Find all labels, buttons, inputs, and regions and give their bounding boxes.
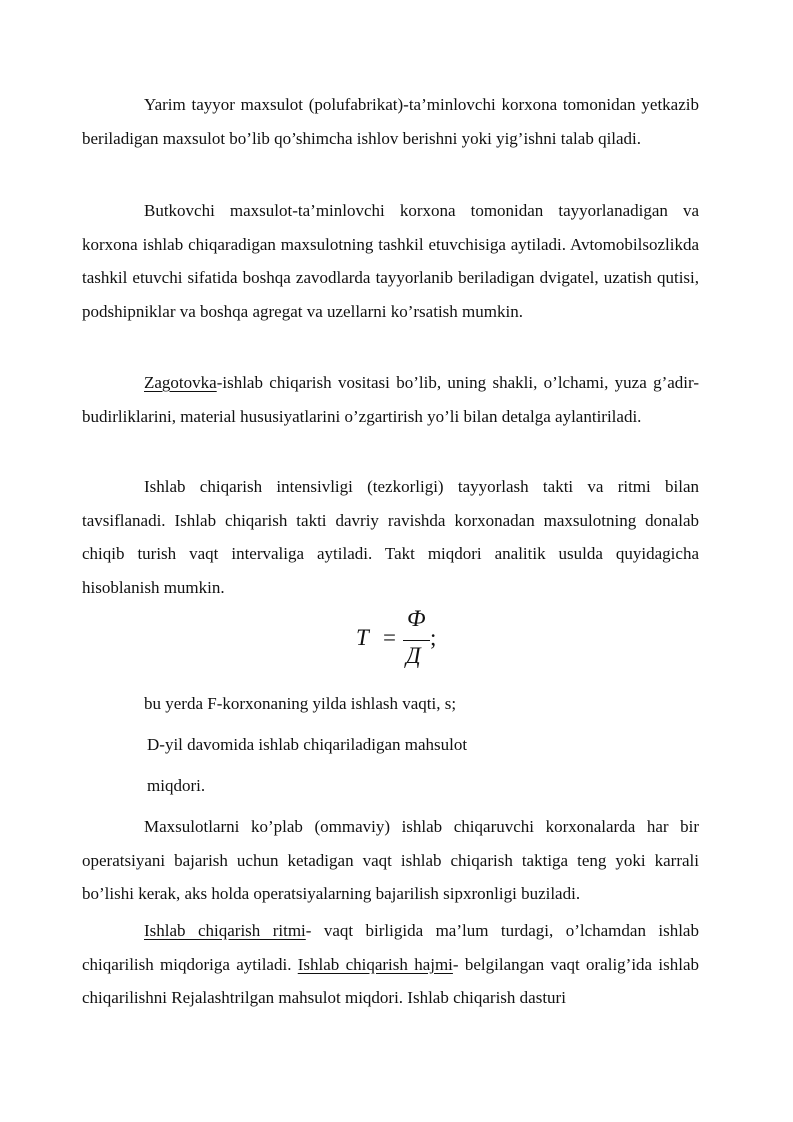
formula-lhs: T <box>356 625 369 650</box>
formula-semicolon: ; <box>430 625 437 650</box>
formula-note-d: D-yil davomida ishlab chiqariladigan mahsulot <box>147 735 468 754</box>
formula-note-d-cont: miqdori. <box>147 776 206 795</box>
takt-formula <box>350 606 460 672</box>
paragraph-production-takt <box>82 470 699 604</box>
formula-equals: = <box>383 625 396 650</box>
fraction-bar <box>403 640 430 641</box>
paragraph-text: - belgilangan vaqt oralig’ida ishlab chiqarilishni Rejalashtrilgan mahsulot miqdori. Ishlab chiqarish dasturi <box>82 954 699 1008</box>
underlined-term: Ishlab chiqarish ritmi <box>144 921 306 940</box>
paragraph-mass-production <box>82 810 699 911</box>
paragraph-semi-finished-product <box>82 88 699 155</box>
underlined-term: Zagotovka <box>144 373 217 392</box>
paragraph-text: Ishlab chiqarish intensivligi (tezkorligi) tayyorlash takti va ritmi bilan tavsiflanadi. Ishlab chiqarish takti davriy ravishda korxonadan maxsulotning donalab chiqib turish vaqt intervaliga aytiladi. Takt miqdori analitik usulda quyidagicha hisoblanish mumkin. <box>82 477 699 597</box>
paragraph-blank-definition <box>82 366 699 433</box>
paragraph-text: Yarim tayyor maxsulot (polufabrikat)-ta’minlovchi korxona tomonidan yetkazib beriladigan maxsulot bo’lib qo’shimcha ishlov berishni yoki yig’ishni talab qiladi. <box>82 95 699 148</box>
paragraph-text: Maxsulotlarni ko’plab (ommaviy) ishlab chiqaruvchi korxonalarda har bir operatsiyani bajarish uchun ketadigan vaqt ishlab chiqarish taktiga teng yoki karrali bo’lishi kerak, aks holda operatsiyalarning bajarilish sipxronligi buziladi. <box>82 817 699 904</box>
paragraph-text: -ishlab chiqarish vositasi bo’lib, uning shakli, o’lchami, yuza g’adir-budirliklarini, material hususiyatlarini o’zgartirish yo’li bilan detalga aylantiriladi. <box>82 373 699 426</box>
paragraph-component-product <box>82 194 699 328</box>
formula-note-f: bu yerda F-korxonaning yilda ishlash vaqti, s; <box>144 694 457 713</box>
underlined-term: Ishlab chiqarish hajmi <box>297 954 453 974</box>
formula-numerator: Ф <box>407 606 426 631</box>
paragraph-production-rhythm <box>82 914 699 1015</box>
formula-denominator: Д <box>406 643 421 668</box>
paragraph-text: - vaqt birligida ma’lum turdagi, o’lchamdan ishlab chiqarilish miqdoriga aytiladi. <box>82 921 699 974</box>
paragraph-text: Butkovchi maxsulot-ta’minlovchi korxona tomonidan tayyorlanadigan va korxona ishlab chiqaradigan maxsulotning tashkil etuvchisiga aytiladi. Avtomobilsozlikda tashkil etuvchi sifatida boshqa zavodlarda tayyorlanib beriladigan dvigatel, uzatish qutisi, podshipniklar va boshqa agregat va uzellarni ko’rsatish mumkin. <box>82 201 699 321</box>
